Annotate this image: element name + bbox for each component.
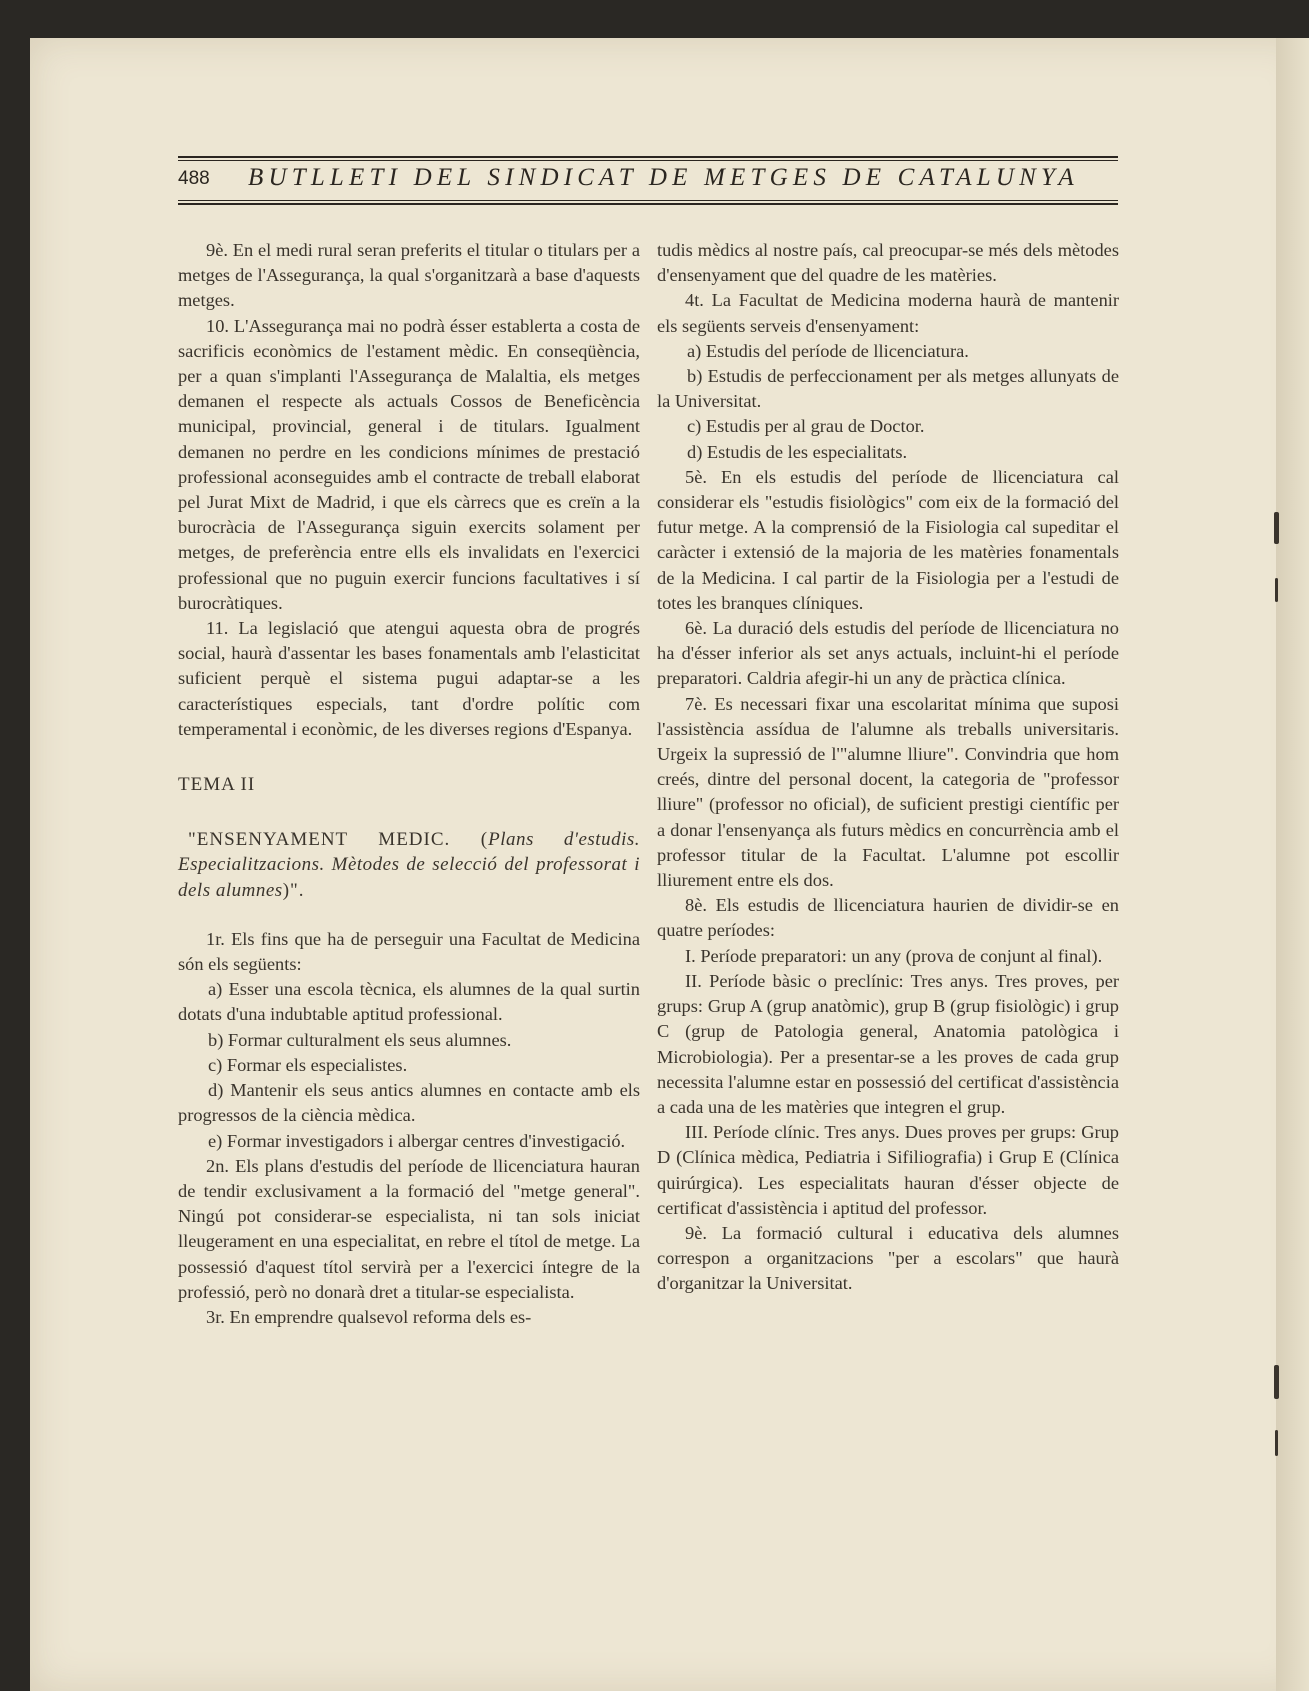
list-item-b: b) Estudis de perfeccionament per als metges allunyats de la Universitat. [657,366,1119,412]
period-iii: III. Període clínic. Tres anys. Dues proves per grups: Grup D (Clínica mèdica, Pediatria i Sifiliografia) i Grup E (Clínica quirúrgica). Les especialitats hauran d'ésser objecte de certificat d'assistència i aptitud del professor. [657,1122,1119,1218]
paragraph-10: 10. L'Assegurança mai no podrà ésser establerta a costa de sacrificis econòmics de l'estament mèdic. En conseqüència, per a quan s'implanti l'Assegurança de Malaltia, els metges demanen el respecte als actuals Cossos de Beneficència municipal, provincial, general i de titulars. Igualment demanen no perdre en les condicions mínimes de prestació professional aconseguides amb el contracte de treball elaborat pel Jurat Mixt de Madrid, i que els càrrecs que es creïn a la burocràcia de l'Assegurança siguin exercits solament per metges, de preferència entre ells els invalidats en l'exercici professional que no puguin exercir funcions facultatives i sí burocràtiques. [178,315,640,613]
list-item-a: a) Esser una escola tècnica, els alumnes de la qual surtin dotats d'una indubtable aptitud professional. [178,979,640,1025]
binding-mark [1275,578,1278,602]
header-rule-top [178,156,1118,158]
page-number: 488 [178,168,210,189]
list-item-a: a) Estudis del període de llicenciatura. [687,340,969,361]
tema-title: TEMA II [178,774,256,796]
paragraph-7e: 7è. Es necessari fixar una escolaritat mínima que suposi l'assistència assídua de l'alumne als treballs universitaris. Urgeix la supressió de l'"alumne lliure". Convindria que hom creés, dintre del personal docent, la categoria de "professor lliure" (professor no oficial), de suficient prestigi científic per a donar l'ensenyança als futurs mèdics en concurrència amb el professor titular de la Facultat. L'alumne pot escollir lliurement entre els dos. [657,693,1119,891]
paragraph-2n: 2n. Els plans d'estudis del període de llicenciatura hauran de tendir exclusivament a la formació del "metge general". Ningú pot considerar-se especialista, ni tan sols iniciat lleugerament en una especialitat, en rebre el títol de metge. La possessió d'aquest títol servirà per a l'exercici íntegre de la professió, però no donarà dret a titular-se especialista. [178,1155,640,1302]
list-item-b: b) Formar culturalment els seus alumnes. [208,1029,512,1050]
paragraph-3r: 3r. En emprendre qualsevol reforma dels es- [206,1306,532,1327]
list-item-e: e) Formar investigadors i albergar centres d'investigació. [208,1130,626,1151]
tema-heading-suffix: )". [282,879,305,901]
binding-mark [1274,512,1279,544]
paragraph-9e: 9è. En el medi rural seran preferits el titular o titulars per a metges de l'Assegurança, la qual s'organitzarà a base d'aquests metges. [178,240,640,311]
header-rule-top-thin [178,160,1118,161]
header-rule-bottom-thin [178,200,1118,201]
running-title: BUTLLETI DEL SINDICAT DE METGES DE CATALUNYA [248,164,1079,191]
period-i: I. Període preparatori: un any (prova de conjunt al final). [685,945,1103,966]
paragraph-9e: 9è. La formació cultural i educativa dels alumnes correspon a organitzacions "per a escolars" que haurà d'organitzar la Universitat. [657,1222,1119,1294]
list-item-c: c) Estudis per al grau de Doctor. [687,416,925,437]
tema-heading-italic: Plans d'estudis. Especialitzacions. Mètodes de selecció del professorat i dels alumnes [178,829,640,901]
paragraph-11: 11. La legislació que atengui aquesta obra de progrés social, haurà d'assentar les bases fonamentals amb l'elasticitat suficient perquè el sistema pugui adaptar-se a les característiques especials, tant d'ordre polític com temperamental i econòmic, de les diverses regions d'Espanya. [178,618,640,739]
tema-heading [178,827,640,903]
list-item-c: c) Formar els especialistes. [208,1054,408,1075]
paragraph-3r-continued: tudis mèdics al nostre país, cal preocupar-se més dels mètodes d'ensenyament que del quadre de les matèries. [657,240,1119,286]
header-rule-bottom [178,203,1118,205]
page-edge [1276,38,1309,1691]
paragraph-1r: 1r. Els fins que ha de perseguir una Facultat de Medicina són els següents: [178,928,640,975]
binding-mark [1274,1365,1279,1399]
period-ii: II. Període bàsic o preclínic: Tres anys. Tres proves, per grups: Grup A (grup anatòmic), grup B (grup fisiològic) i grup C (grup de Patologia general, Anatomia patològica i Microbiologia). Per a presentar-se a les proves de cada grup necessita l'alumne estar en possessió del certificat d'assistència a cada una de les matèries que integren el grup. [657,970,1119,1117]
running-header [178,150,1118,212]
list-item-d: d) Mantenir els seus antics alumnes en contacte amb els progressos de la ciència mèdica. [178,1080,640,1126]
binding-mark [1275,1430,1278,1456]
list-item-d: d) Estudis de les especialitats. [687,441,908,462]
left-column [178,238,640,1330]
right-column [657,238,1119,1297]
paragraph-8e: 8è. Els estudis de llicenciatura haurien de dividir-se en quatre períodes: [657,895,1119,941]
tema-heading-prefix: "ENSENYAMENT MEDIC. ( [188,829,489,851]
paragraph-6e: 6è. La duració dels estudis del període de llicenciatura no ha d'ésser inferior als set anys actuals, incluint-hi el període preparatori. Caldria afegir-hi un any de pràctica clínica. [657,618,1119,689]
paragraph-4t: 4t. La Facultat de Medicina moderna haurà de mantenir els següents serveis d'ensenyament: [657,290,1119,336]
paragraph-5e: 5è. En els estudis del període de llicenciatura cal considerar els "estudis fisiològics" com eix de la formació del futur metge. A la comprensió de la Fisiologia cal supeditar el caràcter i extensió de la majoria de les matèries fonamentals de la Medicina. I cal partir de la Fisiologia per a l'estudi de totes les branques clíniques. [657,466,1119,613]
